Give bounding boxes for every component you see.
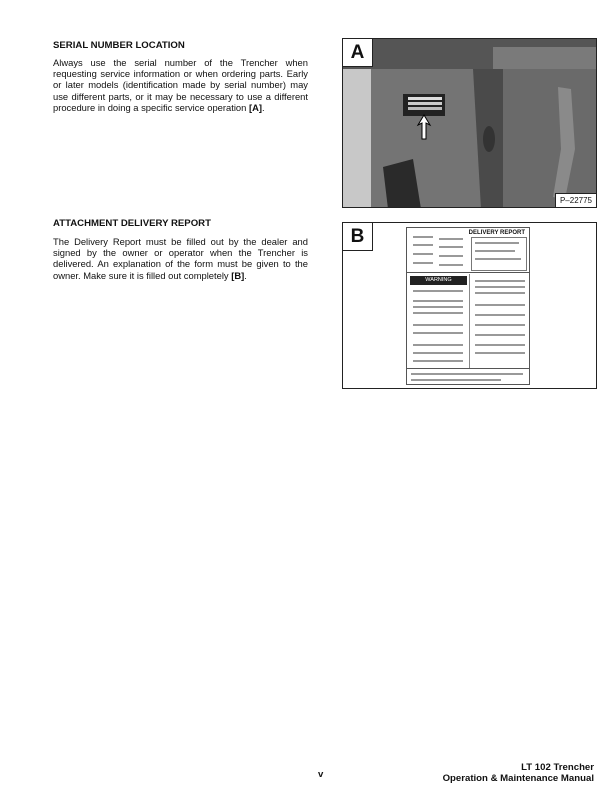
footer-subtitle: Operation & Maintenance Manual bbox=[442, 773, 594, 784]
period: . bbox=[261, 101, 265, 113]
manual-title bbox=[443, 762, 594, 784]
figure-ref: [B] bbox=[231, 269, 245, 281]
figure-b bbox=[342, 222, 597, 389]
part-number: P–22775 bbox=[555, 193, 596, 207]
figure-ref: [A] bbox=[248, 101, 262, 113]
figure-b-label: B bbox=[343, 223, 373, 251]
delivery-report-heading: ATTACHMENT DELIVERY REPORT bbox=[53, 218, 211, 229]
period: . bbox=[244, 269, 247, 281]
page-number: v bbox=[318, 769, 324, 780]
serial-plate-photo bbox=[343, 39, 597, 208]
body-text: Always use the serial number of the Trencher when requesting service information or when ordering parts. Early or later models (identification made by serial number) may use different parts, or it may be necessary to use a different procedure in doing a specific service operation bbox=[53, 57, 308, 113]
form-title: DELIVERY REPORT bbox=[468, 230, 525, 236]
body-text: The Delivery Report must be filled out by the dealer and signed by the owner or operator when the Trencher is delivered. An explanation of the form must be given to the owner. Make sure it is filled out completely bbox=[53, 236, 308, 281]
serial-number-heading: SERIAL NUMBER LOCATION bbox=[53, 40, 185, 51]
serial-number-text bbox=[53, 57, 308, 113]
delivery-report-text bbox=[53, 236, 308, 281]
footer-title: LT 102 Trencher bbox=[521, 762, 594, 773]
delivery-report-form-image bbox=[406, 227, 530, 385]
form-warning: WARNING bbox=[410, 276, 467, 285]
figure-a-label: A bbox=[343, 39, 373, 67]
figure-a bbox=[342, 38, 597, 208]
